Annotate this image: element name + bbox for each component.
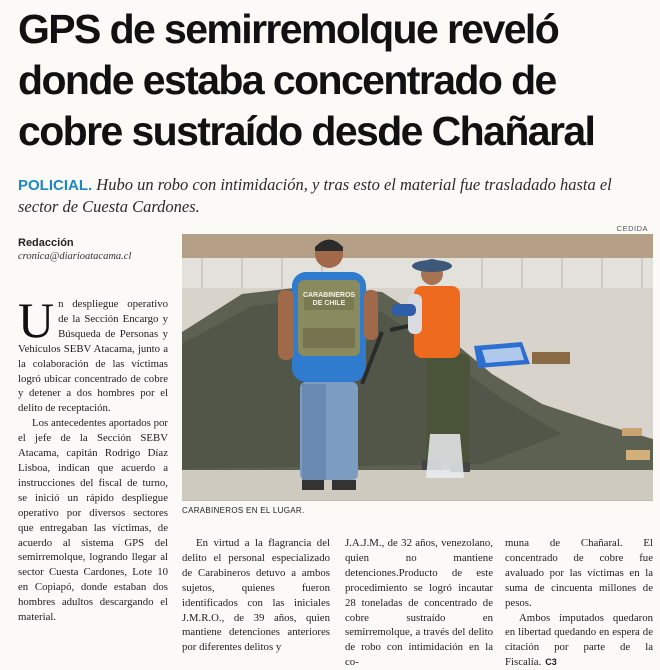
paragraph-text: Ambos imputados quedaron en libertad quedando en espera de citación por parte de la Fiscalía.: [505, 611, 653, 669]
article-paragraph: [505, 611, 653, 670]
article-paragraph: muna de Chañaral. El concentrado de cobre fue avaluado por las víctimas en la suma de cincuenta millones de pesos.: [505, 537, 653, 609]
article-column-2: [182, 536, 330, 655]
article-photo: [182, 234, 653, 501]
photo-credit: CEDIDA: [616, 224, 648, 233]
byline: [18, 237, 178, 262]
end-mark: C3: [545, 657, 557, 668]
deck-text: Hubo un robo con intimidación, y tras esto el material fue trasladado hasta el sector de Cuesta Cardones.: [18, 175, 612, 216]
headline: [18, 4, 648, 157]
headline-line-3: cobre sustraído desde Chañaral: [18, 108, 595, 154]
byline-email: cronica@diarioatacama.cl: [18, 251, 132, 262]
vest-text-line-2: DE CHILE: [312, 300, 346, 307]
headline-line-2: donde estaba concentrado de: [18, 57, 556, 103]
article-column-4: [505, 536, 653, 670]
paragraph-text: n despliegue operativo de la Sección Encargo y Búsqueda de Personas y Vehículos SEBV Atacama, junto a la colaboración de las víctimas logró ubicar concentrado de cobre y detener a dos hombres por el delito de receptación.: [18, 298, 168, 415]
article-paragraph: [18, 292, 168, 416]
article-paragraph: J.A.J.M., de 32 años, venezolano, quien no mantiene detenciones.Producto de este procedimiento se logró incautar 28 toneladas de concentrado de cobre sustraído en semirremolque, a través del delito de robo con intimidación en la co-: [345, 537, 493, 669]
vest-text-line-1: CARABINEROS: [302, 292, 356, 299]
headline-line-1: GPS de semirremolque reveló: [18, 6, 559, 52]
article-column-3: [345, 536, 493, 670]
photo-caption: CARABINEROS EN EL LUGAR.: [182, 506, 305, 515]
article-paragraph: En virtud a la flagrancia del delito el personal especializado de Carabineros detuvo a ambos sujetos, quienes fueron identificados con las iniciales J.M.R.O., de 39 años, quien mantiene detenciones anteriores por diferentes delitos y: [182, 537, 330, 654]
byline-author: Redacción: [18, 237, 74, 249]
deck: [18, 174, 648, 217]
drop-cap: U: [18, 292, 55, 348]
article-column-1: [18, 292, 168, 625]
article-paragraph: Los antecedentes aportados por el jefe de la Sección SEBV Atacama, capitán Rodrigo Díaz Lisboa, indican que acuerdo a instrucciones del fiscal de turno, se inició un rápido despliegue operativo por diversos sectores que entregaban las víctimas, de acuerdo al sistema GPS del semirremolque, logrando llegar al sector Cuesta Cardones, Lote 10 en Copiapó, donde estaban dos hombres adultos descargando el material.: [18, 417, 168, 624]
section-kicker: POLICIAL.: [18, 177, 93, 194]
